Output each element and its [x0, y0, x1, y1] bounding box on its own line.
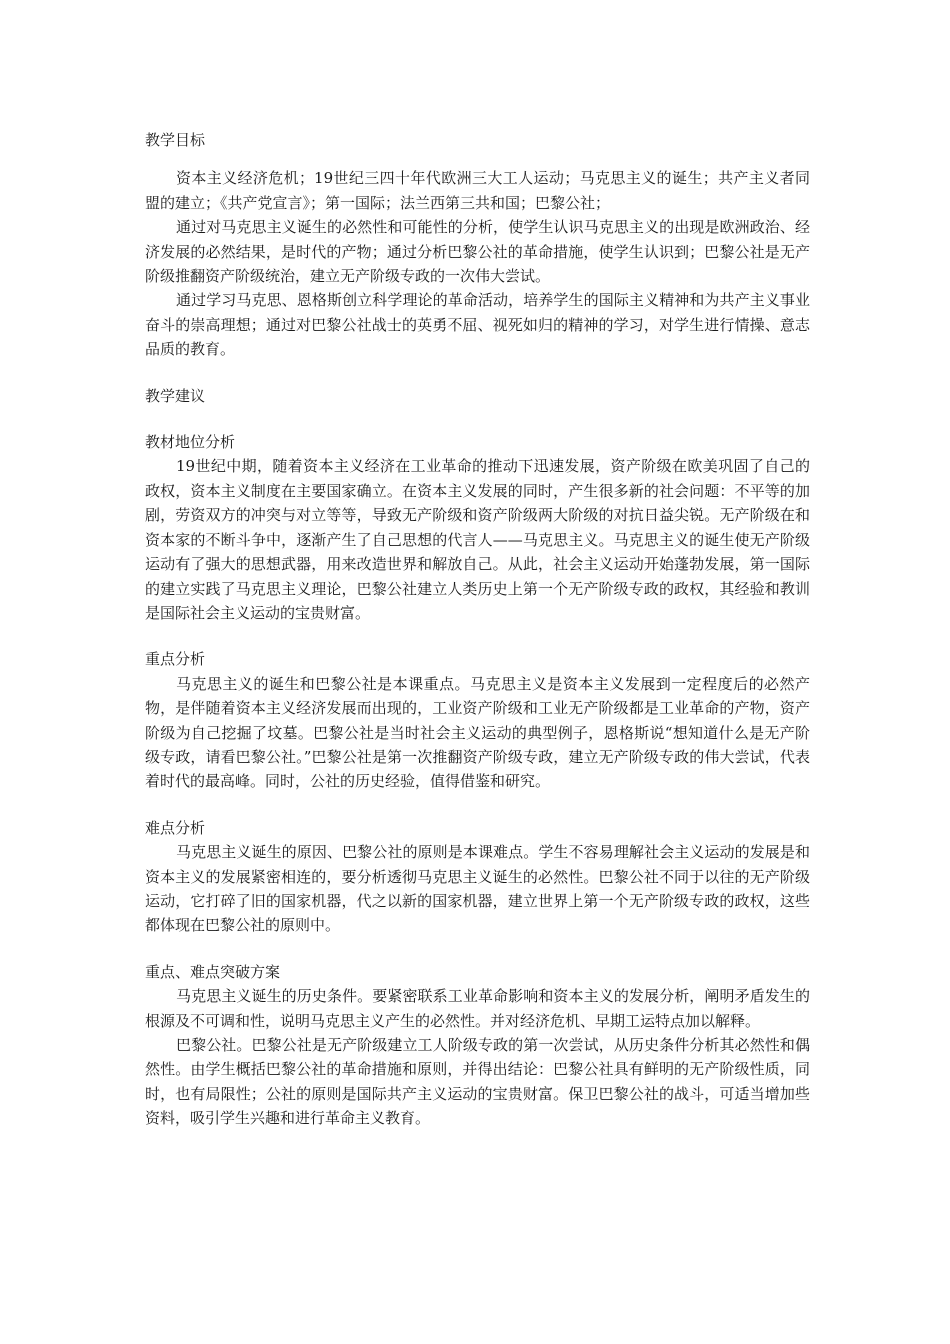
- section-textbook-position: [145, 430, 810, 625]
- document-page: [145, 128, 810, 1131]
- section-heading: 重点分析: [145, 650, 206, 669]
- section-heading: 教材地位分析: [145, 433, 236, 452]
- paragraph: 通过学习马克思、恩格斯创立科学理论的革命活动，培养学生的国际主义精神和为共产主义事业奋斗的崇高理想；通过对巴黎公社战士的英勇不屈、视死如归的精神的学习，对学生进行情操、意志品质的教育。: [145, 291, 810, 359]
- section-key-points: [145, 647, 810, 793]
- paragraph: 巴黎公社。巴黎公社是无产阶级建立工人阶级专政的第一次尝试，从历史条件分析其必然性和偶然性。由学生概括巴黎公社的革命措施和原则，并得出结论：巴黎公社具有鲜明的无产阶级性质，同时，也有局限性；公社的原则是国际共产主义运动的宝贵财富。保卫巴黎公社的战斗，可适当增加些资料，吸引学生兴趣和进行革命主义教育。: [145, 1036, 810, 1128]
- section-difficult-points: [145, 816, 810, 938]
- paragraph: 19世纪中期，随着资本主义经济在工业革命的推动下迅速发展，资产阶级在欧美巩固了自己的政权，资本主义制度在主要国家确立。在资本主义发展的同时，产生很多新的社会问题：不平等的加剧，劳资双方的冲突与对立等等，导致无产阶级和资产阶级两大阶级的对抗日益尖锐。无产阶级在和资本家的不断斗争中，逐渐产生了自己思想的代言人——马克思主义。马克思主义的诞生使无产阶级运动有了强大的思想武器，用来改造世界和解放自己。从此，社会主义运动开始蓬勃发展，第一国际的建立实践了马克思主义理论，巴黎公社建立人类历史上第一个无产阶级专政的政权，其经验和教训是国际社会主义运动的宝贵财富。: [145, 457, 810, 622]
- section-breakthrough-plan: [145, 960, 810, 1131]
- section-teaching-goals: [145, 128, 810, 362]
- section-heading: 难点分析: [145, 818, 206, 837]
- section-heading: 重点、难点突破方案: [145, 962, 281, 981]
- paragraph: 马克思主义诞生的原因、巴黎公社的原则是本课难点。学生不容易理解社会主义运动的发展是和资本主义的发展紧密相连的，要分析透彻马克思主义诞生的必然性。巴黎公社不同于以往的无产阶级运动，它打碎了旧的国家机器，代之以新的国家机器，建立世界上第一个无产阶级专政的政权，这些都体现在巴黎公社的原则中。: [145, 843, 810, 935]
- section-heading: 教学目标: [145, 131, 206, 149]
- paragraph: 马克思主义的诞生和巴黎公社是本课重点。马克思主义是资本主义发展到一定程度后的必然产物，是伴随着资本主义经济发展而出现的，工业资产阶级和工业无产阶级都是工业革命的产物，资产阶级为自己挖掘了坟墓。巴黎公社是当时社会主义运动的典型例子，恩格斯说“想知道什么是无产阶级专政，请看巴黎公社。”巴黎公社是第一次推翻资产阶级专政，建立无产阶级专政的伟大尝试，代表着时代的最高峰。同时，公社的历史经验，值得借鉴和研究。: [145, 674, 810, 791]
- paragraph: 通过对马克思主义诞生的必然性和可能性的分析，使学生认识马克思主义的出现是欧洲政治、经济发展的必然结果，是时代的产物；通过分析巴黎公社的革命措施，使学生认识到；巴黎公社是无产阶级推翻资产阶级统治，建立无产阶级专政的一次伟大尝试。: [145, 218, 810, 286]
- paragraph: 资本主义经济危机；19世纪三四十年代欧洲三大工人运动；马克思主义的诞生；共产主义者同盟的建立；《共产党宣言》；第一国际；法兰西第三共和国；巴黎公社；: [145, 169, 810, 212]
- paragraph: 马克思主义诞生的历史条件。要紧密联系工业革命影响和资本主义的发展分析，阐明矛盾发生的根源及不可调和性，说明马克思主义产生的必然性。并对经济危机、早期工运特点加以解释。: [145, 987, 810, 1030]
- section-teaching-suggestions: [145, 384, 810, 408]
- section-heading: 教学建议: [145, 386, 206, 405]
